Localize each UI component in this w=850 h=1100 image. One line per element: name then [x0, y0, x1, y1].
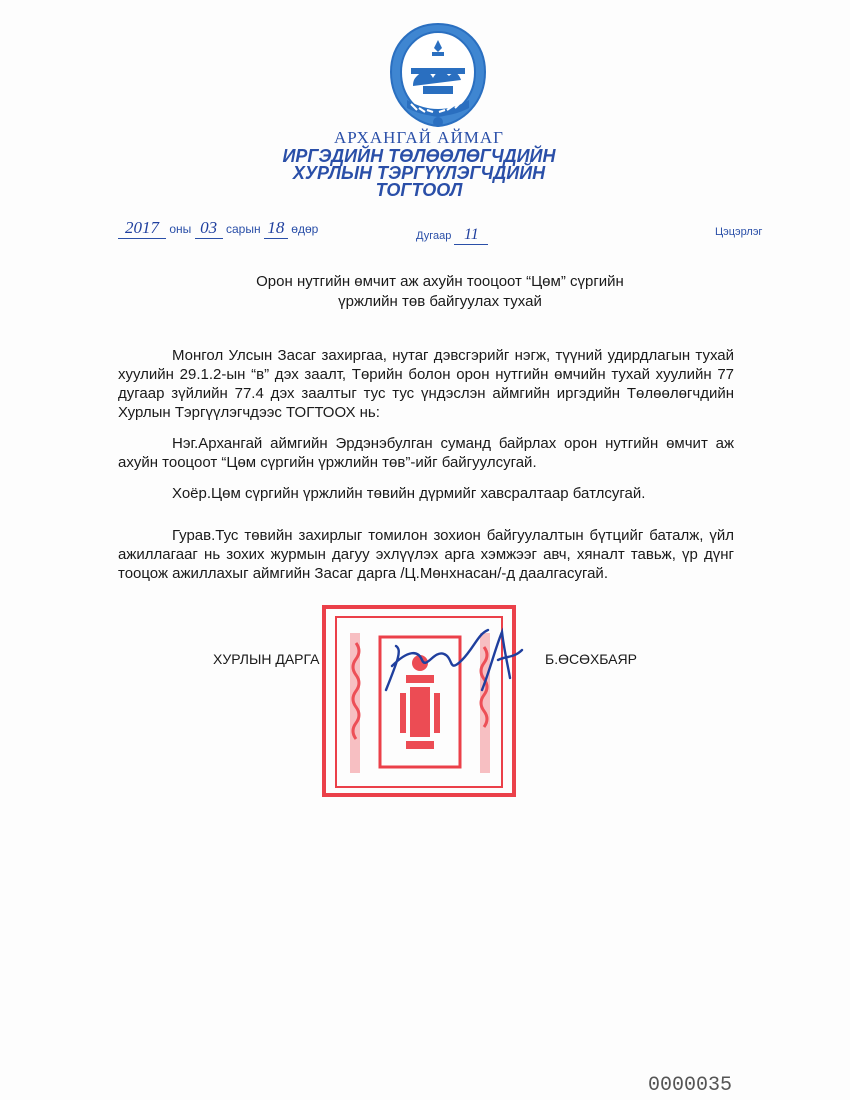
- resolution-subject: [0, 272, 850, 312]
- subject-line2: үржлийн төв байгуулах тухай: [338, 293, 542, 310]
- date-year-label: оны: [169, 222, 192, 236]
- preamble-paragraph: Монгол Улсын Засаг захиргаа, нутаг дэвсгэрийг нэгж, түүний удирдлагын тухай хуулийн 29.1.2-ын “в” дэх заалт, Төрийн болон орон нутгийн өмчийн тухай хуулийн 77 дугаар зүйлийн 77.4 дэх заалтыг тус тус үндэслэн аймгийн иргэдийн Төлөөлөгчдийн Хурлын Тэргүүлэгчдээс ТОГТООХ нь:: [118, 347, 734, 421]
- handwritten-signature: [378, 620, 528, 700]
- issue-place: Цэцэрлэг: [715, 226, 763, 238]
- date-day-label: өдөр: [291, 222, 319, 236]
- council-title-line2: ХУРЛЫН ТЭРГҮҮЛЭГЧДИЙН: [292, 163, 546, 183]
- date-year: 2017: [118, 218, 166, 239]
- resolution-number: [416, 226, 488, 245]
- document-type: ТОГТООЛ: [375, 180, 463, 200]
- state-emblem: [383, 20, 493, 132]
- subject-line1: Орон нутгийн өмчит аж ахуйн тооцоот “Цөм” сүргийн: [256, 273, 624, 290]
- signatory-name: Б.ӨСӨХБАЯР: [545, 651, 637, 667]
- signatory-title: ХУРЛЫН ДАРГА: [213, 651, 320, 667]
- council-title-line1: ИРГЭДИЙН ТӨЛӨӨЛӨГЧДИЙН: [282, 146, 556, 166]
- date-month: 03: [195, 218, 223, 239]
- document-serial-number: 0000035: [648, 1074, 733, 1097]
- date-line: [118, 218, 318, 239]
- resolution-item-3: Гурав.Тус төвийн захирлыг томилон зохион байгуулалтын бүтцийг баталж, үйл ажиллагааг нь зохих журмын дагуу эхлүүлэх арга хэмжээг авч, хяналт тавьж, үр дүнг тооцож ажиллахыг аймгийн Засаг дарга /Ц.Мөнхнасан/-д даалгасугай.: [118, 527, 734, 582]
- date-day: 18: [264, 218, 288, 239]
- date-month-label: сарын: [225, 222, 261, 236]
- number-value: 11: [454, 226, 488, 245]
- aimag-name: АРХАНГАЙ АЙМАГ: [334, 128, 504, 147]
- resolution-item-2: Хоёр.Цөм сүргийн үржлийн төвийн дүрмийг хавсралтаар батлсугай.: [172, 485, 646, 502]
- number-label: Дугаар: [416, 230, 452, 242]
- resolution-item-1: Нэг.Архангай аймгийн Эрдэнэбулган суманд байрлах орон нутгийн өмчит аж ахуйн тооцоот “Цөм сүргийн үржлийн төв”-ийг байгуулсугай.: [118, 435, 734, 471]
- issuer-header: [0, 128, 850, 199]
